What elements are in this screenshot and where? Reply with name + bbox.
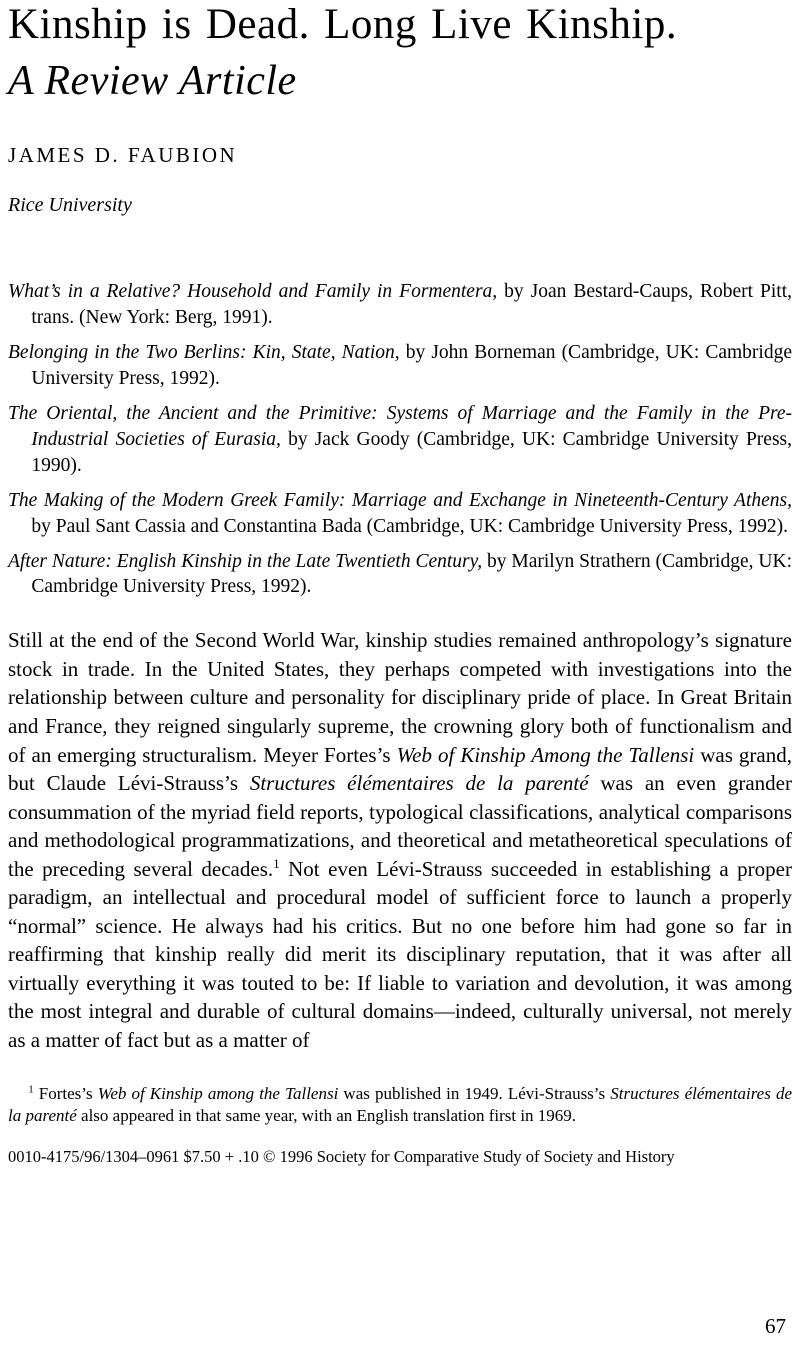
italic-run: Web of Kinship among the Tallensi	[97, 1083, 339, 1103]
page-number: 67	[765, 1314, 786, 1338]
book-title: The Oriental, the Ancient and the Primitive: Systems of Marriage and the Family in the Pre-Industrial Societies of Eurasia,	[8, 402, 792, 450]
book-title: What’s in a Relative? Household and Family in Formentera,	[8, 281, 498, 303]
article-subtitle: A Review Article	[8, 58, 297, 105]
book-title: Belonging in the Two Berlins: Kin, State, Nation,	[8, 342, 400, 364]
book-entry	[8, 279, 792, 331]
text-run: was grand, but Claude Lévi-Strauss’s	[8, 742, 792, 796]
book-entry	[8, 401, 792, 479]
body-paragraph	[8, 626, 792, 1054]
text-run: Fortes’s	[33, 1083, 98, 1103]
author-affiliation: Rice University	[8, 194, 132, 217]
footnote-reference: 1	[28, 1083, 34, 1095]
text-run: Still at the end of the Second World War, kinship studies remained anthropology’s signature stock in trade. In the United States, they perhaps competed with investigations into the relationship between culture and personality for disciplinary pride of place. In Great Britain and France, they reigned singularly supreme, the crowning glory both of functionalism and of an emerging structuralism. Meyer Fortes’s	[8, 628, 792, 767]
text-run: was an even grander consummation of the myriad field reports, typological classifications, analytical comparisons and methodological programmatizations, and theoretical and metatheoretical speculations of the preceding several decades.	[8, 771, 792, 881]
book-citation: by Marilyn Strathern (Cambridge, UK: Cambridge University Press, 1992).	[31, 550, 792, 598]
footnote-reference: 1	[273, 855, 280, 871]
text-run: was published in 1949. Lévi-Strauss’s	[338, 1083, 611, 1103]
book-citation: by Joan Bestard-Caups, Robert Pitt, trans. (New York: Berg, 1991).	[31, 281, 792, 329]
copyright-line: 0010-4175/96/1304–0961 $7.50 + .10 © 1996 Society for Comparative Study of Society and History	[8, 1146, 675, 1166]
book-title: The Making of the Modern Greek Family: Marriage and Exchange in Nineteenth-Century Athens,	[8, 489, 792, 511]
footnote	[8, 1083, 792, 1127]
book-citation: by Jack Goody (Cambridge, UK: Cambridge University Press, 1990).	[31, 428, 793, 476]
book-citation: by John Borneman (Cambridge, UK: Cambridge University Press, 1992).	[31, 342, 792, 389]
book-entry	[8, 549, 792, 601]
author-name: JAMES D. FAUBION	[8, 143, 238, 168]
text-run: also appeared in that same year, with an English translation first in 1969.	[76, 1105, 577, 1125]
italic-run: Web of Kinship Among the Tallensi	[396, 742, 695, 767]
book-citation: by Paul Sant Cassia and Constantina Bada (Cambridge, UK: Cambridge University Press, 1992).	[31, 515, 788, 537]
text-run: Not even Lévi-Strauss succeeded in establishing a proper paradigm, an intellectual and procedural model of sufficient force to launch a properly “normal” science. He always had his critics. But no one before him had gone so far in reaffirming that kinship really did merit its disciplinary reputation, that it was after all virtually everything it was touted to be: If liable to variation and devolution, it was among the most integral and durable of cultural domains—indeed, culturally universal, not merely as a matter of fact but as a matter of	[8, 856, 792, 1053]
article-title: Kinship is Dead. Long Live Kinship.	[8, 1, 678, 48]
book-title: After Nature: English Kinship in the Late Twentieth Century,	[8, 550, 483, 572]
book-entry	[8, 488, 792, 540]
book-entry	[8, 340, 792, 392]
italic-run: Structures élémentaires de la parenté	[8, 1083, 792, 1125]
reviewed-books-list	[8, 279, 792, 600]
italic-run: Structures élémentaires de la parenté	[249, 771, 589, 796]
